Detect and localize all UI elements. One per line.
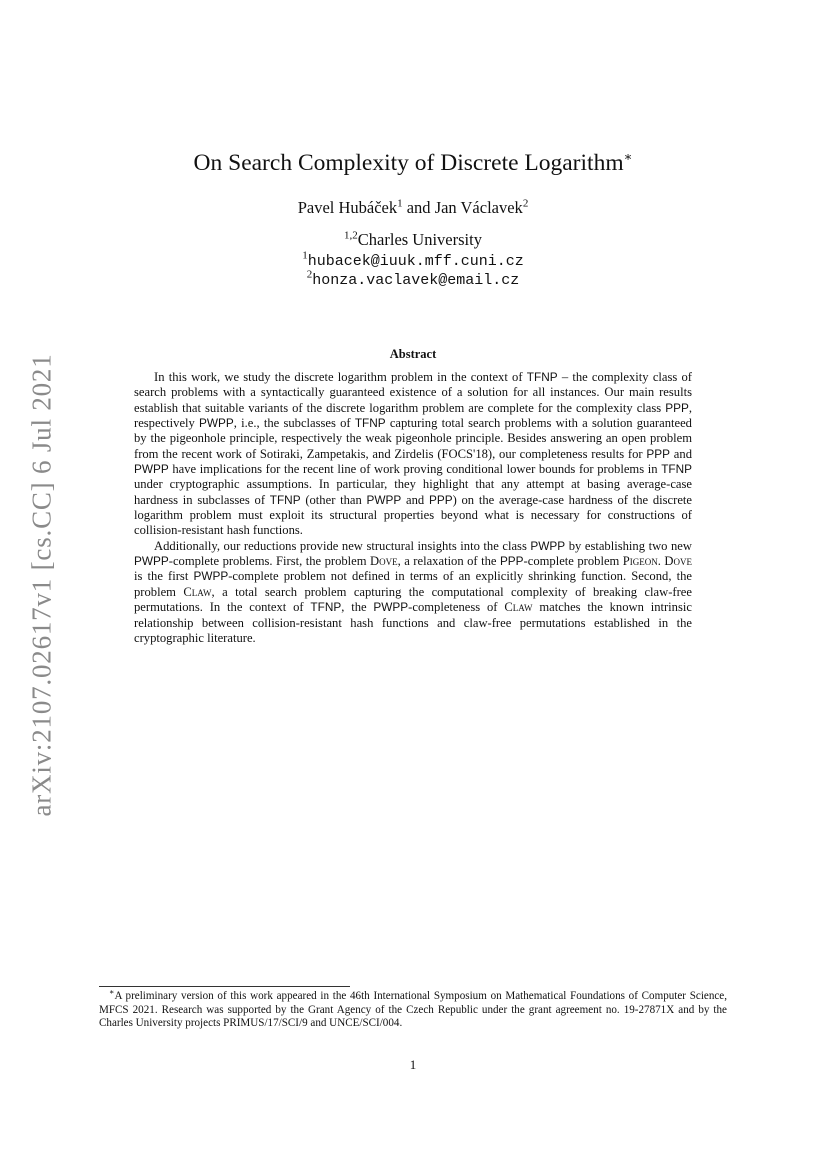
affiliation-university — [0, 230, 826, 250]
page-number: 1 — [409, 1057, 417, 1072]
email-address[interactable]: honza.vaclavek@email.cz — [312, 272, 520, 289]
email-mark: 1 — [302, 249, 308, 262]
footnote — [99, 987, 727, 1031]
arxiv-identifier-stamp: arXiv:2107.02617v1 [cs.CC] 6 Jul 2021 — [26, 353, 57, 817]
footnote-divider — [99, 986, 350, 987]
abstract-heading: Abstract — [389, 347, 437, 361]
email-address[interactable]: hubacek@iuuk.mff.cuni.cz — [307, 253, 524, 270]
author-mark: 1 — [397, 197, 403, 210]
footnote-mark: ∗ — [109, 987, 115, 997]
author-name: Pavel Hubáček — [297, 198, 398, 217]
paper-title — [0, 148, 826, 178]
email-mark: 2 — [306, 268, 313, 281]
author-name: Jan Václavek — [434, 198, 523, 217]
authors-joiner: and — [406, 198, 431, 217]
title-text: On Search Complexity of Discrete Logarithm — [193, 150, 624, 176]
author-email — [0, 269, 826, 291]
abstract-paragraph-1: In this work, we study the discrete logarithm problem in the context of TFNP – the complexity class of search problems with a syntactically guaranteed existence of a solution for all instances. Our main results establish that suitable variants of the discrete logarithm problem are complete for the complexity class PPP, respectively PWPP, i.e., the subclasses of TFNP capturing total search problems with a solution guaranteed by the pigeonhole principle, respectively the weak pigeonhole principle. Besides answering an open problem from the recent work of Sotiraki, Zampetakis, and Zirdelis (FOCS'18), our completeness results for PPP and PWPP have implications for the recent line of work proving conditional lower bounds for problems in TFNP under cryptographic assumptions. In particular, they highlight that any attempt at basing average-case hardness in subclasses of TFNP (other than PWPP and PPP) on the average-case hardness of the discrete logarithm problem must exploit its structural properties beyond what is necessary for constructions of collision-resistant hash functions. — [134, 370, 693, 538]
abstract-paragraph-2: Additionally, our reductions provide new structural insights into the class PWPP by establishing two new PWPP-complete problems. First, the problem Dove, a relaxation of the PPP-complete problem Pigeon. Dove is the first PWPP-complete problem not defined in terms of an explicitly shrinking function. Second, the problem Claw, a total search problem capturing the computational complexity of breaking claw-free permutations. In the context of TFNP, the PWPP-completeness of Claw matches the known intrinsic relationship between collision-resistant hash functions and claw-free permutations established in the cryptographic literature. — [134, 538, 693, 645]
author-line — [0, 197, 826, 219]
title-footnote-mark: ∗ — [623, 149, 633, 165]
abstract-body — [134, 370, 692, 646]
author-mark: 2 — [522, 197, 529, 210]
footnote-text: A preliminary version of this work appeared in the 46th International Symposium on Mathematical Foundations of Computer Science, MFCS 2021. Research was supported by the Grant Agency of the Czech Republic under the grant agreement no. 19-27871X and by the Charles University projects PRIMUS/17/SCI/9 and UNCE/SCI/004. — [99, 990, 727, 1030]
affiliation-marks: 1,2 — [344, 229, 358, 242]
university-name: Charles University — [357, 230, 482, 249]
